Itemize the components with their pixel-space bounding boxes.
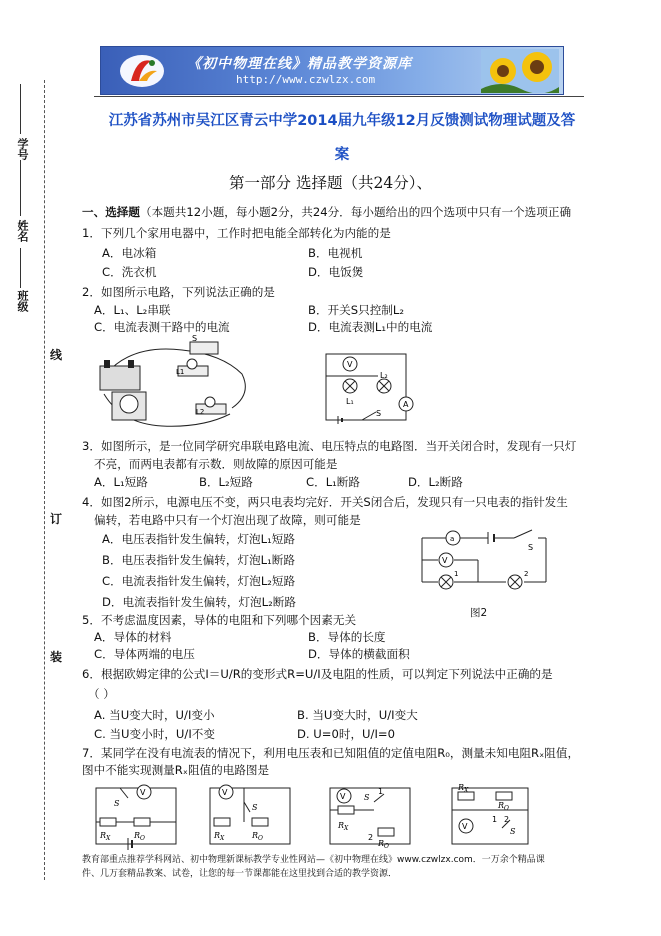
svg-text:a: a (450, 535, 455, 543)
svg-text:X: X (344, 825, 349, 832)
svg-text:O: O (258, 835, 263, 842)
svg-text:S: S (528, 543, 534, 552)
side-label-name: 姓名 (16, 220, 29, 242)
q4-option-a: A．电压表指针发生偏转，灯泡L₁短路 (102, 532, 295, 546)
q7-circuit-c (324, 782, 420, 850)
svg-text:R: R (498, 801, 505, 810)
footer-line-2: 件、几万套精品教案、试卷，让您的每一节课都能在这里找到合适的教学资源． (82, 869, 398, 879)
q5-option-d: D．导体的横截面积 (308, 647, 410, 661)
side-mark-ding: 订 (50, 512, 63, 526)
q2-option-c: C．电流表测干路中的电流 (94, 320, 230, 334)
side-blank-class (20, 248, 21, 288)
q7-circuit-b (204, 782, 300, 850)
svg-text:S: S (114, 799, 120, 808)
q3-option-d: D．L₂断路 (408, 475, 463, 489)
q2-bulb-l2-icon (205, 397, 215, 407)
svg-text:V: V (442, 556, 448, 565)
q4-figure-caption: 图2 (470, 607, 488, 619)
svg-text:V: V (222, 788, 228, 797)
svg-text:X: X (464, 787, 469, 794)
q7-circuit-a (90, 782, 186, 850)
q3-stem-line-1: 3．如图所示，是一位同学研究串联电路电流、电压特点的电路图．当开关闭合时，发现有一只灯 (82, 439, 577, 453)
q1-option-d: D．电饭煲 (308, 265, 364, 279)
q1-option-a: A．电冰箱 (102, 246, 157, 260)
q6-stem-line-2: （ ） (88, 687, 115, 701)
svg-text:R: R (252, 831, 259, 840)
svg-text:1: 1 (492, 815, 498, 824)
svg-text:S: S (510, 827, 516, 836)
svg-text:R: R (458, 783, 465, 792)
q7-circuit-d (446, 782, 536, 850)
q6-option-b: B. 当U变大时，U/I变大 (297, 708, 418, 722)
q2-schematic (318, 348, 418, 428)
side-label-class: 班级 (16, 290, 29, 312)
svg-text:V: V (462, 822, 468, 831)
q7-stem-line-1: 7．某同学在没有电流表的情况下，利用电压表和已知阻值的定值电阻R₀，测量未知电阻Rₓ阻值， (82, 746, 580, 760)
q4-option-d: D．电流表指针发生偏转，灯泡L₂断路 (102, 595, 296, 609)
side-blank-id (20, 84, 21, 134)
svg-text:R: R (100, 831, 107, 840)
footer-line-1: 教育部重点推荐学科网站、初中物理新课标教学专业性网站—《初中物理在线》www.czwlzx.com．一万余个精品课 (82, 855, 545, 865)
site-logo-icon (117, 51, 167, 89)
q3-stem-line-2: 不亮，而两电表都有示数．则故障的原因可能是 (94, 457, 338, 471)
svg-text:R: R (338, 821, 345, 830)
svg-text:2: 2 (524, 570, 529, 578)
q5-option-a: A．导体的材料 (94, 630, 172, 644)
banner-title: 《初中物理在线》精品教学资源库 (187, 56, 412, 72)
svg-text:O: O (504, 805, 509, 812)
q2-switch-icon (190, 342, 218, 354)
q2-battery-icon (100, 366, 140, 390)
q6-option-a: A. 当U变大时，U/I变小 (94, 708, 215, 722)
svg-text:R: R (134, 831, 141, 840)
svg-text:V: V (140, 788, 146, 797)
q5-option-c: C．导体两端的电压 (94, 647, 195, 661)
svg-text:L2: L2 (196, 408, 205, 416)
q3-option-a: A．L₁短路 (94, 475, 148, 489)
svg-text:S: S (364, 793, 370, 802)
svg-text:L₁: L₁ (346, 397, 354, 406)
svg-text:S: S (192, 334, 198, 343)
svg-text:X: X (220, 835, 225, 842)
document-title-line-2: 案 (334, 147, 350, 163)
svg-text:X: X (106, 835, 111, 842)
q2-option-b: B．开关S只控制L₂ (308, 303, 404, 317)
q5-stem: 5．不考虑温度因素，导体的电阻和下列哪个因素无关 (82, 613, 357, 627)
instruction-text: （本题共12小题，每小题2分，共24分．每小题给出的四个选项中只有一个选项正确 (139, 205, 572, 219)
sunflower-image (481, 49, 559, 93)
svg-text:L1: L1 (176, 368, 185, 376)
side-mark-zhuang: 装 (50, 650, 63, 664)
svg-text:S: S (376, 409, 382, 418)
instruction-head: 一、选择题 (82, 205, 140, 219)
q6-stem-line-1: 6．根据欧姆定律的公式I＝U/R的变形式R=U/I及电阻的性质，可以判定下列说法中正确的是 (82, 667, 553, 681)
svg-text:V: V (340, 792, 346, 801)
svg-text:1: 1 (454, 570, 459, 578)
svg-text:R: R (214, 831, 221, 840)
document-title-line-1: 江苏省苏州市吴江区青云中学2014届九年级12月反馈测试物理试题及答 (108, 113, 576, 129)
q1-option-b: B．电视机 (308, 246, 363, 260)
banner-url[interactable]: http://www.czwlzx.com (236, 73, 376, 86)
q4-option-c: C．电流表指针发生偏转，灯泡L₂短路 (102, 574, 296, 588)
svg-text:V: V (347, 360, 353, 369)
q4-stem-line-2: 偏转，若电路中只有一个灯泡出现了故障，则可能是 (94, 513, 361, 527)
side-label-student-id: 学号 (16, 138, 29, 160)
header-banner[interactable] (100, 46, 564, 95)
section-heading: 第一部分 选择题（共24分）、 (229, 174, 432, 192)
q6-option-d: D. U=0时，U/I=0 (297, 727, 395, 741)
instruction (82, 204, 571, 220)
svg-text:O: O (140, 835, 145, 842)
q4-stem-line-1: 4．如图2所示，电源电压不变，两只电表均完好．开关S闭合后，发现只有一只电表的指针发生 (82, 495, 568, 509)
q2-bulb-l1-icon (187, 359, 197, 369)
binding-dashed-line (44, 80, 45, 880)
svg-text:L₂: L₂ (380, 371, 388, 380)
svg-text:A: A (403, 400, 409, 409)
q1-stem: 1．下列几个家用电器中，工作时把电能全部转化为内能的是 (82, 226, 391, 240)
side-mark-xian: 线 (50, 348, 63, 362)
svg-text:S: S (252, 803, 258, 812)
header-rule (94, 96, 584, 97)
q2-stem: 2．如图所示电路，下列说法正确的是 (82, 285, 275, 299)
svg-text:2: 2 (504, 815, 510, 824)
svg-text:O: O (384, 843, 389, 850)
q2-apparatus-figure (92, 334, 252, 434)
svg-text:1: 1 (378, 787, 384, 796)
q3-option-b: B．L₂短路 (199, 475, 253, 489)
q2-option-d: D．电流表测L₁中的电流 (308, 320, 433, 334)
q7-stem-line-2: 图中不能实现测量Rₓ阻值的电路图是 (82, 763, 270, 777)
svg-text:2: 2 (368, 833, 374, 842)
q4-figure-2 (418, 526, 554, 610)
svg-text:R: R (378, 839, 385, 848)
q5-option-b: B．导体的长度 (308, 630, 386, 644)
q2-option-a: A．L₁、L₂串联 (94, 303, 171, 317)
q3-option-c: C．L₁断路 (306, 475, 360, 489)
q6-option-c: C. 当U变小时，U/I不变 (94, 727, 215, 741)
q4-option-b: B．电压表指针发生偏转，灯泡L₁断路 (102, 553, 295, 567)
document-title (92, 104, 592, 172)
q1-option-c: C．洗衣机 (102, 265, 157, 279)
